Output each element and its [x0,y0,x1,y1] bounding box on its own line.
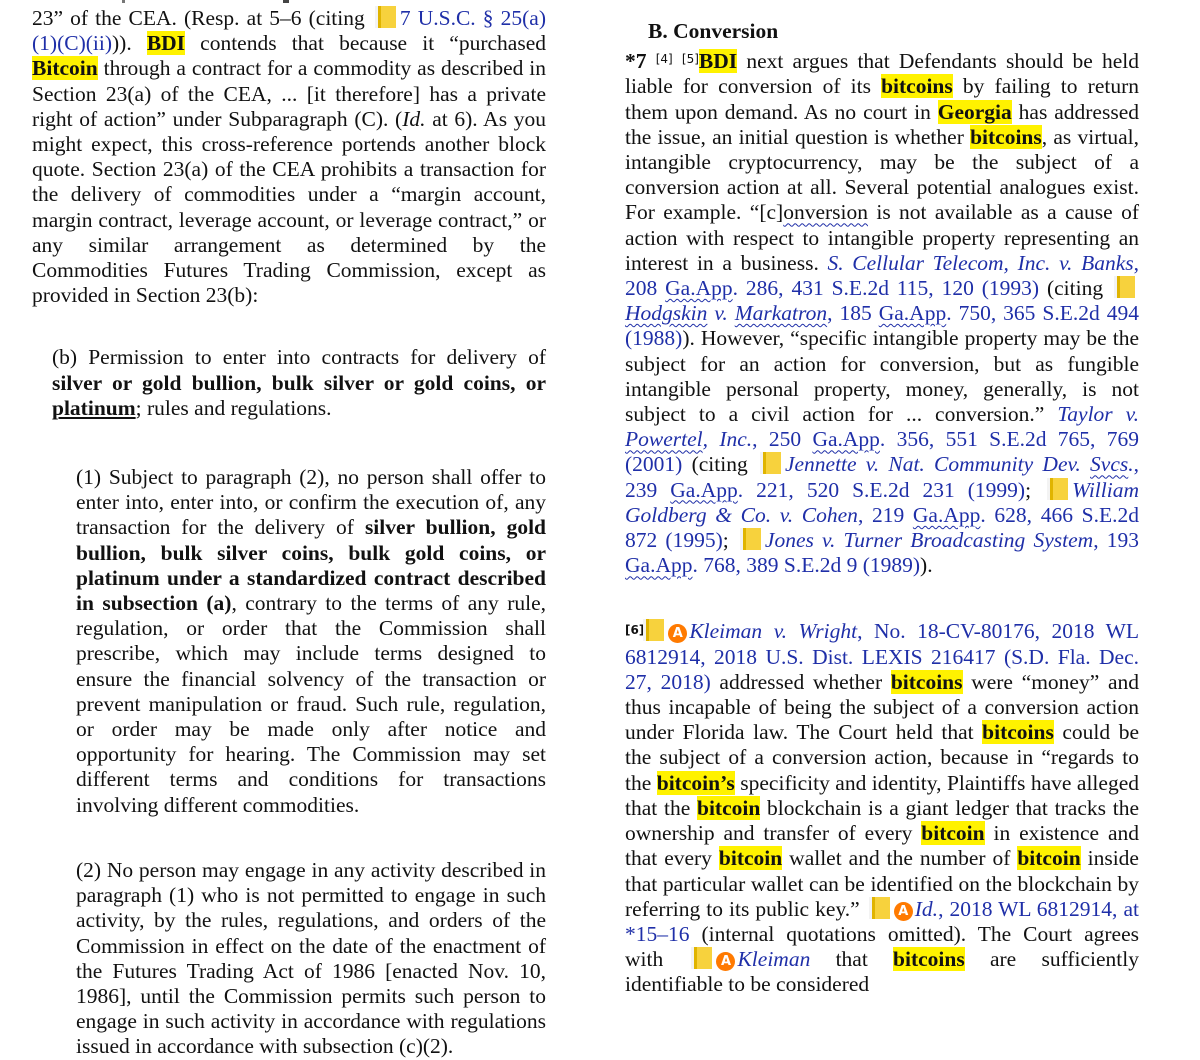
search-hit: Bitcoin [32,56,98,81]
search-hit: bitcoins [982,720,1054,745]
search-hit: bitcoin [921,821,985,846]
search-hit: bitcoin [718,846,783,871]
flag-icon[interactable] [1117,276,1135,298]
scroll-mark [283,0,289,3]
flag-icon[interactable] [378,6,396,28]
search-hit: Georgia [937,99,1012,124]
flag-icon[interactable] [646,619,664,641]
citation-link[interactable]: , 208 Ga.App. 286, 431 S.E.2d 115, 120 (1993) [625,250,1139,301]
citation-link[interactable]: , 185 Ga.App. 750, 365 S.E.2d 494 (1988) [625,301,1140,351]
citation-link[interactable]: , 2018 WL 6812914, at *15–16 [625,896,1139,946]
left-paragraph-3: (1) Subject to paragraph (2), no person shall offer to enter into, enter into, or confirm the execution of, any transaction for the delivery of silver bullion, gold bullion, bulk silver coins, bulk gold coins, or platinum under a standardized contract described in subsection (a), contrary to the terms of any rule, regulation, or order that the Commission shall prescribe, which may include terms designed to ensure the financial solvency of the transaction or prevent manipulation or fraud. Such rule, regulation, or order may be made only after notice and opportunity for hearing. The Commission may set different terms and conditions for transactions involving different commodities. [76,465,547,817]
left-paragraph-1: 23” of the CEA. (Resp. at 5–6 (citing 7 U.S.C. § 25(a)(1)(C)(ii))). BDI contends that because it “purchased Bitcoin through a contract for a commodity as described in Section 23(a) of the CEA, ... [it therefore] has a private right of action” under Subparagraph (C). (Id. at 6). As you might expect, this cross-reference portends another block quote. Section 23(a) of the CEA prohibits a transaction for the delivery of commodities under a “margin account, margin contract, leverage account, or leverage contract,” or any similar arrangement as determined by the Commodities Futures Trading Commission, except as provided in Section 23(b): [32,6,546,308]
citation-link[interactable]: , 250 Ga.App. 356, 551 S.E.2d 765, 769 (2001) [625,427,1140,477]
section-heading: B. Conversion [648,19,779,43]
flag-icon[interactable] [694,947,712,969]
case-link[interactable]: Id. [914,896,939,921]
flag-icon[interactable] [872,897,890,919]
citation-link[interactable]: , No. 18-CV-80176, 2018 WL 6812914, 2018 U.S. Dist. LEXIS 216417 (S.D. Fla. Dec. 27, 2018) [625,619,1139,694]
search-hit: bitcoins [890,669,963,694]
search-hit: bitcoins [970,124,1042,149]
right-paragraph-1: *7 [4] [5]BDI next argues that Defendants should be held liable for conversion of its bitcoins by failing to return them upon demand. As no court in Georgia has addressed the issue, an initial question is whether bitcoins, as virtual, intangible cryptocurrency, may be the subject of a conversion action at all. Several potential analogues exist. For example. “[c]onversion is not available as a cause of action with respect to intangible property representing an interest in a business. S. Cellular Telecom, Inc. v. Banks, 208 Ga.App. 286, 431 S.E.2d 115, 120 (1993) (citing Hodgskin v. Markatron, 185 Ga.App. 750, 365 S.E.2d 494 (1988)). However, “specific intangible property may be the subject for an action for conversion, but as fungible intangible personal property, money, generally, is not subject to a civil action for ... conversion.” Taylor v. Powertel, Inc., 250 Ga.App. 356, 551 S.E.2d 765, 769 (2001) (citing Jennette v. Nat. Community Dev. Svcs., 239 Ga.App. 221, 520 S.E.2d 231 (1999); William Goldberg & Co. v. Cohen, 219 Ga.App. 628, 466 S.E.2d 872 (1995); Jones v. Turner Broadcasting System, 193 Ga.App. 768, 389 S.E.2d 9 (1989)). [625,49,1140,578]
search-hit: bitcoins [881,74,953,99]
citation-link[interactable]: , 219 Ga.App. 628, 466 S.E.2d 872 (1995) [625,502,1139,553]
case-link[interactable]: Kleiman [737,947,811,972]
case-link[interactable]: William Goldberg & Co. v. Cohen [625,477,1139,527]
search-hit: bitcoin [1017,846,1081,871]
headnote-marker[interactable]: [4] [655,52,673,67]
search-hit: bitcoins [893,947,965,972]
case-link[interactable]: Jennette v. Nat. Community Dev. Svcs. [784,452,1134,477]
case-link[interactable]: Jones v. Turner Broadcasting System [764,528,1094,553]
flag-icon[interactable] [743,528,761,550]
left-paragraph-4: (2) No person may engage in any activity described in paragraph (1) who is not permitted to engage in such activity, by the rules, regulations, and orders of the Commission in effect on the date of the enactment of the Futures Trading Act of 1986 [enacted Nov. 10, 1986], until the Commission permits such person to engage in such activity in accordance with regulations issued in accordance with subsection (c)(2). [76,857,546,1059]
citation-link[interactable]: 7 U.S.C. § 25(a)(1)(C)(ii) [32,6,546,56]
left-paragraph-2: (b) Permission to enter into contracts for delivery of silver or gold bullion, bulk silver or gold coins, or platinum; rules and regulations. [52,345,546,420]
scroll-mark-small [122,0,125,3]
warning-icon[interactable]: A [894,902,913,921]
case-link[interactable]: Hodgskin v. Markatron [625,301,828,326]
warning-icon[interactable]: A [668,624,687,643]
case-link[interactable]: S. Cellular Telecom, Inc. v. Banks [827,250,1134,275]
right-column [625,6,1139,998]
flag-icon[interactable] [1050,478,1068,500]
search-hit: BDI [146,31,186,56]
search-hit: bitcoin’s [656,770,735,795]
right-paragraph-2: [6] A Kleiman v. Wright, No. 18-CV-80176, 2018 WL 6812914, 2018 U.S. Dist. LEXIS 216417 (S.D. Fla. Dec. 27, 2018) addressed whether bitcoins were “money” and thus incapable of being the subject of a conversion action under Florida law. The Court held that bitcoins could be the subject of a conversion action, because in “regards to the bitcoin’s specificity and identity, Plaintiffs have alleged that the bitcoin blockchain is a giant ledger that tracks the ownership and transfer of every bitcoin in existence and that every bitcoin wallet and the number of bitcoin inside that particular wallet can be identified on the blockchain by referring to its public key.” A Id., 2018 WL 6812914, at *15–16 (internal quotations omitted). The Court agrees with A Kleiman that bitcoins are sufficiently identifiable to be considered [625,619,1139,997]
case-link[interactable]: Kleiman v. Wright [689,619,858,644]
headnote-marker[interactable]: [6] [625,623,645,638]
warning-icon[interactable]: A [716,952,735,971]
citation-link[interactable]: , 193 Ga.App. 768, 389 S.E.2d 9 (1989) [625,528,1139,578]
case-link[interactable]: Taylor v. Powertel, Inc. [625,402,1139,452]
search-hit: bitcoin [696,795,761,820]
search-hit: BDI [698,49,738,74]
citation-link[interactable]: , 239 Ga.App. 221, 520 S.E.2d 231 (1999) [625,452,1139,502]
flag-icon[interactable] [763,452,781,474]
left-column [32,6,546,1060]
headnote-marker[interactable]: [5] [681,52,699,67]
